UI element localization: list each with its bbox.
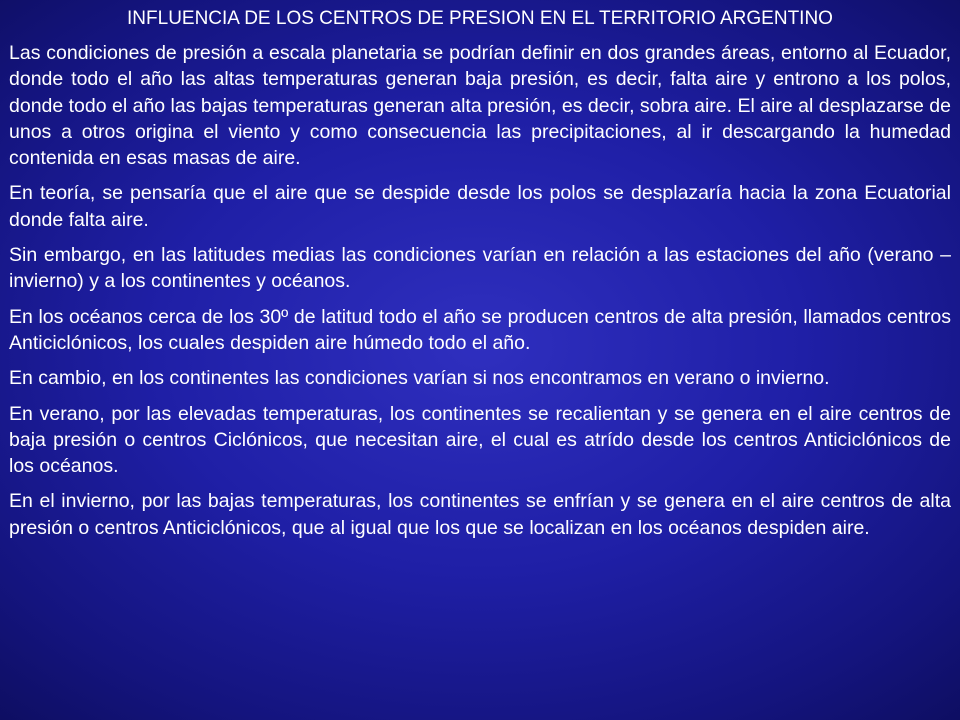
slide-title: INFLUENCIA DE LOS CENTROS DE PRESION EN EL TERRITORIO ARGENTINO: [127, 8, 833, 29]
paragraph-pressure-areas: Las condiciones de presión a escala planetaria se podrían definir en dos grandes áreas, entorno al Ecuador, donde todo el año las altas temperaturas generan baja presión, es decir, falta aire y entrono a los polos, donde todo el año las bajas temperaturas generan alta presión, es decir, sobra aire. El aire al desplazarse de unos a otros origina el viento y como consecuencia las precipitaciones, al ir descargando la humedad contenida en esas masas de aire.: [9, 42, 951, 170]
paragraph-summer: En verano, por las elevadas temperaturas, los continentes se recalientan y se genera en el aire centros de baja presión o centros Ciclónicos, que necesitan aire, el cual es atrído desde los centros Anticiclónicos de los océanos.: [9, 402, 951, 478]
paragraph-winter: En el invierno, por las bajas temperaturas, los continentes se enfrían y se genera en el aire centros de alta presión o centros Anticiclónicos, que al igual que los que se localizan en los océanos despiden aire.: [9, 490, 951, 539]
paragraph-oceans: En los océanos cerca de los 30º de latitud todo el año se producen centros de alta presión, llamados centros Anticiclónicos, los cuales despiden aire húmedo todo el año.: [9, 305, 951, 354]
slide-body: [9, 40, 951, 550]
paragraph-continents: En cambio, en los continentes las condiciones varían si nos encontramos en verano o invierno.: [9, 367, 830, 390]
paragraph-theory: En teoría, se pensaría que el aire que se despide desde los polos se desplazaría hacia la zona Ecuatorial donde falta aire.: [9, 182, 951, 231]
paragraph-mid-latitudes: Sin embargo, en las latitudes medias las condiciones varían en relación a las estaciones del año (verano – invierno) y a los continentes y océanos.: [9, 244, 951, 293]
